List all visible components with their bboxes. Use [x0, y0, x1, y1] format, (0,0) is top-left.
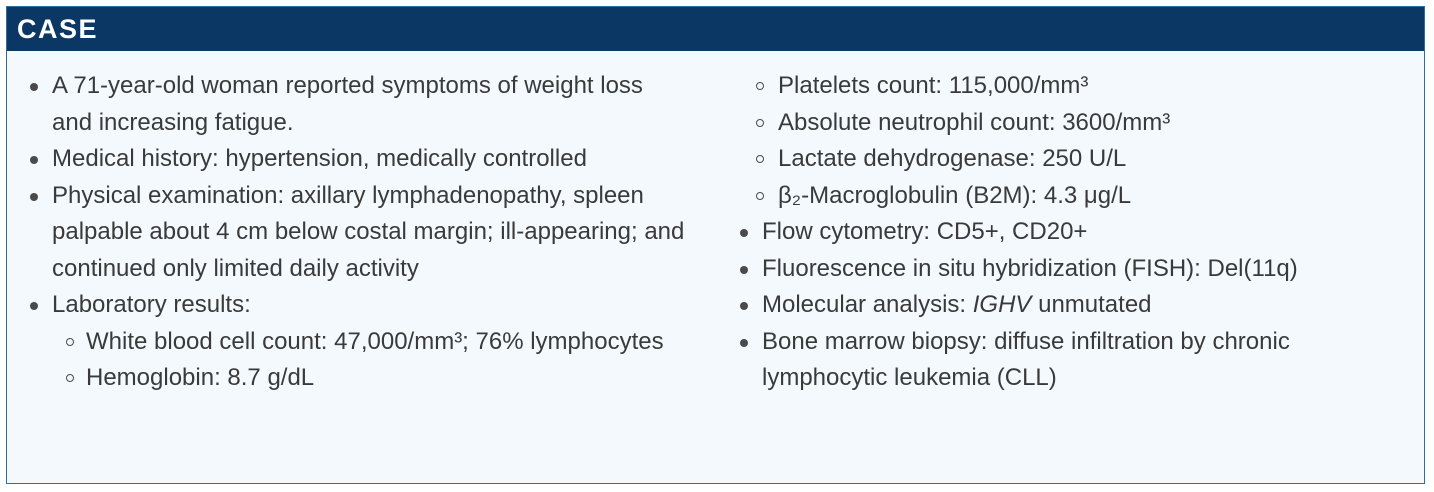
case-header [7, 7, 1424, 51]
sub-bullet-lactate-dehydrogenase: Lactate dehydrogenase: 250 U/L [738, 141, 1398, 178]
bullet-medical-history: Medical history: hypertension, medically controlled [28, 141, 688, 178]
sub-bullet-hemoglobin: Hemoglobin: 8.7 g/dL [28, 360, 688, 397]
bullet-flow-cytometry: Flow cytometry: CD5+, CD20+ [738, 214, 1398, 251]
bullet-patient-symptoms: A 71-year-old woman reported symptoms of weight loss and increasing fatigue. [28, 68, 688, 141]
bullet-laboratory-results: Laboratory results: [28, 287, 688, 324]
bullet-bone-marrow-biopsy: Bone marrow biopsy: diffuse infiltration by chronic lymphocytic leukemia (CLL) [738, 324, 1398, 397]
sub-bullet-white-blood-cell: White blood cell count: 47,000/mm³; 76% lymphocytes [28, 324, 688, 361]
bullet-molecular-analysis [738, 287, 1398, 324]
right-bullet-list [738, 68, 1398, 397]
left-bullet-list [28, 68, 688, 397]
molecular-analysis-result: unmutated [1031, 291, 1152, 318]
sub-bullet-platelets: Platelets count: 115,000/mm³ [738, 68, 1398, 105]
bullet-physical-examination: Physical examination: axillary lymphadenopathy, spleen palpable about 4 cm below costal margin; ill-appearing; and continued only limited daily activity [28, 178, 688, 288]
bullet-fish: Fluorescence in situ hybridization (FISH): Del(11q) [738, 251, 1398, 288]
sub-bullet-neutrophil: Absolute neutrophil count: 3600/mm³ [738, 105, 1398, 142]
molecular-analysis-label: Molecular analysis: [762, 291, 973, 318]
gene-name: IGHV [972, 291, 1032, 318]
sub-bullet-b2-macroglobulin: β₂-Macroglobulin (B2M): 4.3 μg/L [738, 178, 1398, 215]
right-column [738, 68, 1398, 397]
case-title: CASE [17, 14, 99, 44]
left-column [28, 68, 688, 397]
